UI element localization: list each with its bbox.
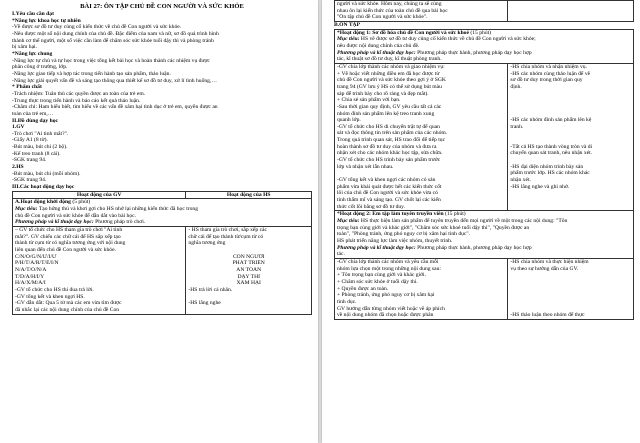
activity-1-gv-line: lớp và nhận xét lẫn nhau. [337,163,394,170]
objective-line [12,137,312,144]
activity-2-line-text: trọng bạn cùng giới và khác giới", "Chăm sóc sức khoẻ tuổi dậy thì", "Quyền được an [337,224,530,231]
activity-2-gv-line: tình dục. [337,298,357,305]
activity-1-gv-line: -GV tổ chức cho HS di chuyển trật tự để quan [337,123,440,130]
activity-2-title [337,211,631,218]
activity-1-line-suffix: Phương pháp thực hành, phương pháp dạy học hợp [415,49,532,56]
activity-2-gv-line: về nội dung nhóm đã chọn hoặc được phân [337,312,434,319]
objective-line [12,84,312,91]
objective-line-text: -Trách nhiệm: Tuân thủ các quyền được an toàn của trẻ em. [12,90,146,97]
activity-2-line-suffix: HS thực hiện làm sản phẩm để tuyên truyền đến mọi người về một trong các nội dung: "Tôn [359,218,568,224]
activity-1-line [337,36,631,43]
activity-1-hs-line: -Tất cả HS tạo thành vòng tròn và di [510,143,593,150]
activity-1-hs-line [510,104,631,111]
objective-line [12,71,312,78]
warmup-line-text: A.Hoạt động khởi động [15,199,71,206]
objective-line-text: II.Đồ dùng dạy học [12,117,59,124]
activity-1-gv-line: -GV tổng kết và khen ngợi các nhóm có sản [337,177,436,184]
activity-1-gv-line: -GV chia lớp thành các nhóm và giao nhiệm vụ: [337,63,445,70]
activity-1-gv-line: phẩm vừa khái quát được hết các kiến thức cốt [337,183,442,190]
activity-1-hs-cell [508,63,634,210]
activity-2-line-text: HS phát triển năng lực làm việc nhóm, thuyết trình. [337,237,453,244]
objective-line [12,91,312,98]
warmup-line-text: Phương pháp và kĩ thuật dạy học: [15,219,94,226]
section-b-heading: B.ÔN TẬP [334,21,361,28]
objective-line [12,124,312,131]
activity-2-line [337,231,631,238]
activity-1-gv-line: + Chia sẻ sản phẩm với bạn. [337,97,401,104]
objective-line-text: *Năng lực khoa học tự nhiên [12,17,81,24]
activity-2-hs-line [510,292,631,299]
gv-line: H/A/X/M/A/I [15,280,46,287]
warmup-line [15,199,309,206]
gv-line: T/D/Á/H/Ì/Y [15,273,45,280]
activity-1-line-text: Phương pháp và kĩ thuật dạy học: [337,49,416,56]
objective-line [12,44,312,51]
gv-line: C/N/O/G/N/Ư/I/Ư [15,253,57,260]
activity-1-line-suffix: HS vẽ được sơ đồ tư duy củng cố kiến thức về chủ đề Con người và sức khỏe; [359,36,536,43]
activity-1-gv-line [337,170,505,177]
activity-1-hs-line: -HS lắng nghe và ghi nhớ. [510,183,570,190]
left-activity-table [12,191,312,315]
activity-2-hs-cell [508,258,634,319]
warmup-section-description [13,199,312,227]
activity-2-line-text: Phương pháp và kĩ thuật dạy học: [337,244,416,251]
objective-line-text: -SGK trang 94. [12,177,47,184]
hs-line: - HS tham gia trò chơi, sắp xếp các [188,227,268,233]
activity-2-title-duration: (15 phút) [443,211,466,218]
activity-2-title-text: *Hoạt động 2: Em tập làm tuyên truyền viên [337,211,444,218]
hs-line: XÂM HẠI [236,280,261,287]
activity-1-hs-line: sơ đồ tư duy trong thời gian quy [510,77,583,84]
activity-1-line [337,56,631,63]
objective-line-text: 2.HS [12,164,24,171]
activity-1-hs-line [510,190,631,197]
objective-line-text: -Về được sơ đồ tư duy củng cố kiến thức về chủ đề Con người và sức khỏe. [12,24,182,31]
hs-line [188,247,309,254]
activity-1-gv-line: -Sau thời gian quy định, GV yêu cầu tất cả các [337,103,442,110]
activity-1-hs-line [510,157,631,164]
warmup-line-suffix: Tạo hứng thú và khơi gợi cho HS nhớ lại những kiến thức đã học trong [37,206,199,213]
objective-line-text: -Năng lực tự chủ và tự học trong việc tổng kết bài học và hoàn thành các nhiệm vụ được [12,57,210,64]
warmup-line-suffix: (5 phút) [70,199,91,206]
gv-continued-cell [335,1,508,22]
activity-2-hs-line [510,299,631,306]
objective-line-text: * Phẩm chất [12,84,42,91]
warmup-line-suffix: Phương pháp trò chơi. [93,219,146,226]
activity-2-hs-line: -HS thảo luận theo nhóm để thực [510,312,585,319]
activity-2-line [337,245,631,252]
activity-1-title-duration: (15 phút) [468,29,492,36]
objective-line [12,151,312,158]
right-page-content [334,0,634,320]
activity-2-line-text: toàn", "Phòng tránh, ứng phó nguy cơ bị xâm hại tình dục". [337,231,471,238]
objective-line [12,58,312,65]
activity-1-table [334,29,634,320]
activity-2-gv-line: + Tôn trọng bạn cùng giới và khác giới. [337,272,426,279]
hs-line: PHÁT TRIỂN [232,260,265,267]
objective-line [12,98,312,105]
warmup-line-text: Mục tiêu: [15,206,38,213]
objective-line-text: -Bút màu, bút chì (mỗi nhóm). [12,170,81,177]
activity-2-gv-line: -GV chia lớp thành các nhóm và yêu cầu mỗi [337,258,439,265]
objective-line [12,24,312,31]
activity-1-hs-line: -HS các nhóm đính sản phẩm lên kệ [510,117,592,124]
gv-line: P/H/T/A/R/T/Ể/I/N [15,260,59,267]
activity-1-hs-line: chuyển quan sát tranh, nêu nhận xét. [510,150,593,157]
activity-2-line-suffix: Phương pháp thực hành, phương pháp dạy học hợp [415,244,532,251]
objective-line-text: -Nêu được một số nội dung chính của chủ đề. Đặc điểm của nam và nữ, sơ đồ quá trình hình [12,30,219,37]
objective-line-text: -Năng lực giải quyết vấn đề và sáng tạo thông qua thiết kế sơ đồ tư duy, xử lí tình huống,… [12,77,217,84]
activity-1-line [337,43,631,50]
gv-column-header: Hoạt động của GV [13,191,186,199]
activity-1-gv-line: hoàn thành sơ đồ tư duy của nhóm và đưa ra [337,143,437,150]
objective-line [12,64,312,71]
gv-line: thành từ cụm từ có nghĩa tương ứng với nội dung [15,240,126,247]
hs-continued-cell [508,1,634,22]
activity-1-gv-line: trang 94 (GV lưu ý HS có thể sử dụng bút màu [337,83,442,90]
activity-1-hs-line: -HS các nhóm cùng thảo luận để vẽ [510,70,591,77]
objective-line [12,131,312,138]
activity-2-line [337,225,631,232]
activity-2-hs-line [510,272,631,279]
hs-line: -HS trả lời cá nhân. [188,286,233,293]
objective-line [12,144,312,151]
gv-line: -GV dẫn dắt: Qua 5 từ mà các em vừa tìm được [15,300,122,307]
activity-1-gv-line: -GV tổ chức cho HS trình bày sản phẩm trước [337,157,441,164]
activity-1-hs-line: phẩm trước lớp. HS các nhóm khác [510,170,590,177]
warmup-line-text: chủ đề Con người và sức khỏe để dẫn dắt vào bài học. [15,212,137,219]
objective-line [12,164,312,171]
gv-line: -GV tổng kết và khen ngợi HS. [15,293,85,300]
objective-line [12,38,312,45]
gv-continued-line: người và sức khỏe. Hôm nay, chúng ta sẽ cùng [337,1,442,7]
gv-continued-line: nhau ôn lại kiến thức của toàn chủ đề qua bài học [337,7,448,14]
activity-1-gv-line: chủ đề Con người và sức khỏe theo gợi ý ở SGK [337,77,446,84]
activity-1-hs-line [510,111,631,118]
gv-line: -GV tổ chức cho HS thi đua trả lời. [15,286,94,293]
hs-activity-cell [186,227,312,315]
activity-2-line [337,218,631,225]
hs-line: -HS lắng nghe [188,300,221,307]
activity-1-hs-line [510,204,631,211]
activity-1-hs-line: tranh. [510,123,524,130]
activity-1-title [337,30,631,37]
objective-line [12,157,312,164]
activity-1-hs-line: định. [510,83,522,90]
activity-1-description [335,29,634,63]
activity-2-gv-line: + Phòng tránh, ứng phó nguy cơ bị xâm hại [337,292,435,299]
gv-activity-cell [13,227,186,315]
gv-line: liên quan đến chủ đề Con người và sức khỏe. [15,246,116,253]
hs-line: nghĩa tương ứng [188,240,226,247]
objective-line [12,11,312,18]
objective-line-text: -Trò chơi "Ai tinh mắt?". [12,130,69,137]
activity-2-gv-line: GV hướng dẫn từng nhóm viết hoặc vẽ áp phích [337,305,445,312]
objective-line-text: phân công ở trường, lớp. [12,64,68,71]
activity-2-gv-line: + Quyền được an toàn. [337,285,389,292]
activity-2-gv-line: + Chăm sóc sức khỏe ở tuổi dậy thì. [337,278,418,285]
document-page-right [322,0,640,443]
document-page-left [0,0,318,443]
objective-line [12,184,312,191]
activity-1-line-text: Mục tiêu: [337,36,360,43]
gv-continued-line: "Ôn tập chủ đề Con người và sức khỏe". [337,14,428,21]
gv-line: – GV tổ chức cho HS tham gia trò chơi "Ai tinh [15,227,123,233]
activity-1-line-text: nêu được nội dung chính của chủ đề. [337,42,420,49]
activity-1-hs-line [510,97,631,104]
objective-line-text: -Năng lực giao tiếp và hợp tác trong tiến hành tạo sản phẩm, thảo luận. [12,70,171,77]
activity-2-line [337,238,631,245]
objective-line [12,118,312,125]
objective-line-text: bị xâm hại. [12,44,38,51]
gv-line: mắt?". GV chiếu các chữ cái để HS sắp xếp tạo [15,233,121,240]
activity-1-title-text: *Hoạt động 1: Sơ đồ hóa chủ đề Con người và sức khoẻ [337,29,469,36]
objective-line [12,177,312,184]
activity-1-hs-line [510,197,631,204]
activity-1-gv-line: Trong quá trình quan sát, HS trao đổi để tiếp tục [337,137,446,144]
objective-line [12,78,312,85]
lesson-title: BÀI 27: ÔN TẬP CHỦ ĐỀ CON NGƯỜI VÀ SỨC KHỎE [80,3,244,10]
left-page-content [12,0,312,315]
activity-2-hs-line [510,306,631,313]
objective-line-text: I.Yêu cầu cần đạt [12,11,54,17]
activity-1-gv-line: nhóm đính sản phẩm lên kệ treo tranh xung [337,110,435,117]
warmup-line [15,219,309,226]
objective-line-text: -Bút màu, bút chì (2 bộ). [12,144,68,151]
activity-2-line [337,251,631,258]
activity-1-hs-line: -HS đại diện nhóm trình bày sản [510,163,584,170]
objective-line-text: toàn của trẻ em,… [12,110,54,117]
objective-line-text: -SGK trang 94. [12,157,47,164]
continued-table [334,0,634,22]
objective-line-text: III.Các hoạt động dạy học [12,184,75,191]
activity-1-gv-cell [335,63,508,210]
activity-2-hs-line: -HS chia nhóm và thực hiện nhiệm [510,258,589,265]
activity-2-gv-cell [335,258,508,319]
activity-2-gv-line: nhóm lựa chọn một trong những nội dung sau: [337,265,441,272]
activity-1-gv-line: nhận xét cho các nhóm khác học tập, sửa chữa. [337,150,443,157]
objective-line-text: 1.GV [12,124,25,131]
objective-line-text: -Chăm chỉ: Ham hiểu biết, tìm hiểu về các vấn đề xâm hại tình dục ở trẻ em, quyền được an [12,104,218,111]
objective-line [12,51,312,58]
activity-1-gv-line: thức cốt lõi bằng sơ đồ tư duy. [337,203,406,210]
gv-line: đã nhắc lại các nội dung chính của chủ đề Con [15,306,120,313]
objective-line [12,104,312,111]
objective-line-text: *Năng lực chung [12,50,53,57]
activity-1-gv-line: + Vẽ hoặc viết những điều em đã học được từ [337,70,440,77]
activity-2-hs-line [510,286,631,293]
objective-line [12,111,312,118]
activity-1-gv-line: quanh lớp. [337,117,361,124]
activity-1-hs-line: -HS chia nhóm và nhận nhiệm vụ. [510,63,587,70]
activity-1-hs-line: nhận xét. [510,177,531,184]
hs-column-header: Hoạt động của HS [186,191,312,199]
hs-line [188,294,309,301]
hs-line [188,307,309,314]
objective-line [12,18,312,25]
activity-1-gv-line: lõi của chủ đề Con người và sức khỏe vừa có [337,190,438,197]
activity-1-hs-line [510,130,631,137]
activity-2-hs-line [510,279,631,286]
hs-line: chữ cái để tạo thành từ/cụm từ có [188,233,264,240]
activity-2-description [335,211,634,259]
activity-2-line-text: Mục tiêu: [337,218,360,224]
objective-line [12,31,312,38]
warmup-line [15,206,309,213]
activity-2-hs-line: vụ theo sự hướng dẫn của GV. [510,265,579,272]
gv-line: N/A/T/O/N/A [15,266,47,273]
activity-1-gv-line: sáp để trình bày cho rõ ràng và đẹp mắt). [337,90,429,97]
activity-2-line-text: tác. [337,251,345,258]
hs-line: CON NGƯỜI [232,253,265,260]
activity-1-gv-line: tính thẩm mĩ và sáng tạo. GV chốt lại các kiến [337,197,441,204]
warmup-line [15,213,309,220]
objective-line [12,171,312,178]
objective-line-text: -Trung thực trong tiến hành và báo cáo kết quả thảo luận. [12,97,141,104]
activity-1-hs-line [510,91,631,98]
activity-1-line-text: tác, kĩ thuật sơ đồ tư duy, kĩ thuật phòng tranh. [337,56,442,63]
activity-1-hs-line [510,137,631,144]
objective-line-text: -Kế treo tranh (8 cái). [12,150,61,157]
activity-1-gv-line: sát và đọc thông tin trên sản phẩm của các nhóm. [337,130,448,137]
objective-line-text: -Giấy A1 (8 tờ). [12,137,48,144]
activity-1-line [337,50,631,57]
hs-line: DẬY THÌ [237,273,260,280]
objective-line-text: thành cơ thể người, một số việc cần làm để chăm sóc sức khỏe tuổi dậy thì và phòng tránh [12,37,214,44]
left-objectives [12,11,312,191]
hs-line: AN TOÀN [236,266,262,273]
